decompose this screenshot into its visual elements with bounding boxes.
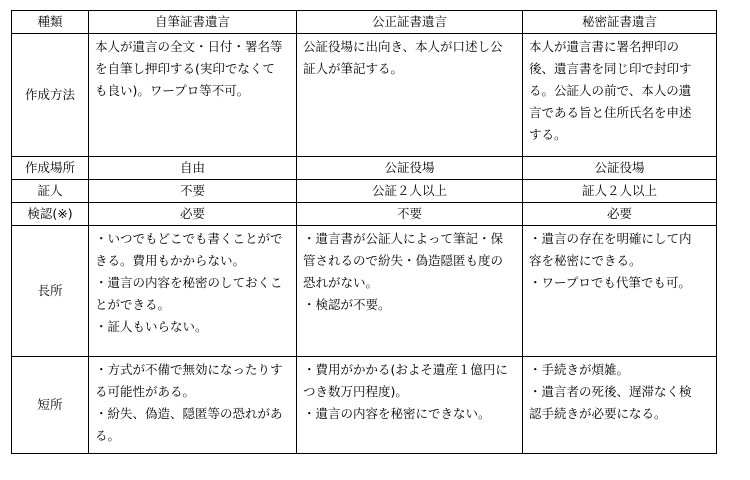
text-line: 後、遺言書を同じ印で封印す xyxy=(529,61,692,76)
cell-probate-holographic: 必要 xyxy=(89,203,297,226)
text-line: 管されるので紛失・偽造隠匿も度の xyxy=(303,253,504,268)
text-line: ・遺言の存在を明確にして内 xyxy=(529,231,692,246)
cell-cons-holographic xyxy=(89,357,297,454)
text-line: ・いつでもどこでも書くことがで xyxy=(95,231,283,246)
cell-pros-secret xyxy=(523,226,717,357)
cell-method-secret xyxy=(523,34,717,157)
text-line: ・遺言の内容を秘密にできない。 xyxy=(303,406,491,421)
text-line: する。 xyxy=(529,127,567,142)
text-line: つき数万円程度)。 xyxy=(303,384,408,399)
cell-witness-secret: 証人２人以上 xyxy=(523,180,717,203)
text-line: ・遺言書が公証人によって筆記・保 xyxy=(303,231,504,246)
row-label-witness: 証人 xyxy=(12,180,89,203)
cell-probate-secret: 必要 xyxy=(523,203,717,226)
cell-pros-notarial xyxy=(297,226,523,357)
table-row-place xyxy=(12,157,717,180)
text-line: ・費用がかかる(およそ遺産１億円に xyxy=(303,362,508,377)
cell-cons-notarial xyxy=(297,357,523,454)
text-line: 本人が遺言の全文・日付・署名等 xyxy=(95,39,283,54)
table-row-cons xyxy=(12,357,717,454)
cell-place-notarial: 公証役場 xyxy=(297,157,523,180)
table-row-witness xyxy=(12,180,717,203)
table-row-method xyxy=(12,34,717,157)
text-line: 認手続きが必要になる。 xyxy=(529,406,667,421)
row-label-pros: 長所 xyxy=(12,226,89,357)
cell-probate-notarial: 不要 xyxy=(297,203,523,226)
cell-method-holographic xyxy=(89,34,297,157)
table-row-probate xyxy=(12,203,717,226)
cell-place-holographic: 自由 xyxy=(89,157,297,180)
will-comparison-table xyxy=(11,10,717,454)
text-line: ・証人もいらない。 xyxy=(95,319,208,334)
text-line: とができる。 xyxy=(95,297,171,312)
header-holographic-will: 自筆証書遺言 xyxy=(89,11,297,34)
text-line: る可能性がある。 xyxy=(95,384,196,399)
text-line: 証人が筆記する。 xyxy=(303,61,404,76)
row-label-place: 作成場所 xyxy=(12,157,89,180)
cell-cons-secret xyxy=(523,357,717,454)
text-line: ・ワープロでも代筆でも可。 xyxy=(529,275,691,290)
cell-place-secret: 公証役場 xyxy=(523,157,717,180)
row-label-cons: 短所 xyxy=(12,357,89,454)
header-row xyxy=(12,11,717,34)
text-line: ・遺言の内容を秘密のしておくこ xyxy=(95,275,283,290)
text-line: る。公証人の前で、本人の遺 xyxy=(529,83,692,98)
cell-witness-holographic: 不要 xyxy=(89,180,297,203)
text-line: 容を秘密にできる。 xyxy=(529,253,642,268)
text-line: 本人が遺言書に署名押印の xyxy=(529,39,680,54)
text-line: ・検認が不要。 xyxy=(303,297,391,312)
text-line: 言である旨と住所氏名を申述 xyxy=(529,105,692,120)
text-line: も良い)。ワープロ等不可。 xyxy=(95,83,250,98)
cell-witness-notarial: 公証２人以上 xyxy=(297,180,523,203)
table-row-pros xyxy=(12,226,717,357)
text-line: ・方式が不備で無効になったりす xyxy=(95,362,283,377)
header-type: 種類 xyxy=(12,11,89,34)
cell-method-notarial xyxy=(297,34,523,157)
cell-pros-holographic xyxy=(89,226,297,357)
text-line: ・遺言者の死後、遅滞なく検 xyxy=(529,384,692,399)
header-notarial-will: 公正証書遺言 xyxy=(297,11,523,34)
text-line: 恐れがない。 xyxy=(303,275,379,290)
text-line: きる。費用もかからない。 xyxy=(95,253,246,268)
text-line: ・手続きが煩雑。 xyxy=(529,362,630,377)
text-line: ・紛失、偽造、隠匿等の恐れがあ xyxy=(95,406,283,421)
text-line: る。 xyxy=(95,428,121,443)
row-label-probate: 検認(※) xyxy=(12,203,89,226)
text-line: 公証役場に出向き、本人が口述し公 xyxy=(303,39,503,54)
row-label-method: 作成方法 xyxy=(12,34,89,157)
header-secret-will: 秘密証書遺言 xyxy=(523,11,717,34)
text-line: を自筆し押印する(実印でなくて xyxy=(95,61,275,76)
